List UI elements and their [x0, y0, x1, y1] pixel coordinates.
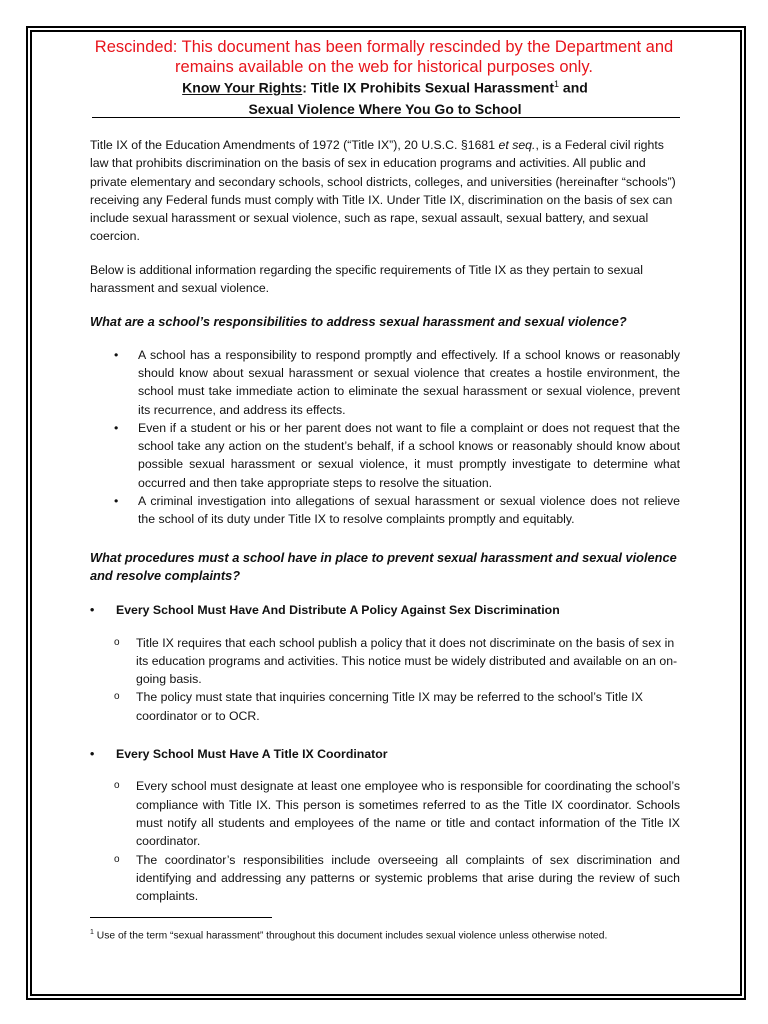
footnote-divider — [90, 917, 272, 918]
footnote — [90, 926, 690, 943]
footnote-text: Use of the term “sexual harassment” throughout this document includes sexual violence unless otherwise noted. — [93, 930, 608, 942]
title-line-2: Sexual Violence Where You Go to School — [248, 100, 522, 117]
rescinded-banner-line-2: remains available on the web for historical purposes only. — [175, 58, 593, 76]
question-procedures: What procedures must a school have in place to prevent sexual harassment and sexual violence and resolve complaints? — [90, 549, 677, 583]
rescinded-banner — [40, 37, 728, 77]
title-know-your-rights: Know Your Rights — [182, 79, 303, 96]
question-responsibilities: What are a school’s responsibilities to address sexual harassment and sexual violence? — [90, 314, 627, 330]
coordinator-heading: • Every School Must Have A Title IX Coordinator — [90, 745, 680, 763]
title-line-1-end: and — [559, 79, 588, 96]
coordinator-list — [90, 777, 680, 905]
policy-heading: • Every School Must Have And Distribute A Policy Against Sex Discrimination — [90, 601, 680, 619]
document-title — [90, 74, 680, 120]
list-item: o Title IX requires that each school publish a policy that it does not discriminate on the basis of sex in its education programs and activities. This notice must be widely distributed and available on an on-going basis. — [136, 634, 680, 689]
title-line-1 — [90, 74, 680, 99]
list-item: • Even if a student or his or her parent does not want to file a complaint or does not request that the school take any action on the student’s behalf, if a school knows or reasonably should know about possible sexual harassment or sexual violence, it must promptly investigate to determine what occurred and then take appropriate steps to resolve the situation. — [138, 419, 680, 492]
list-item: o The coordinator’s responsibilities include overseeing all complaints of sex discrimination and identifying and addressing any patterns or systemic problems that arise during the review of such complaints. — [136, 851, 680, 906]
list-item: o The policy must state that inquiries concerning Title IX may be referred to the school’s Title IX coordinator or to OCR. — [136, 688, 680, 725]
intro-p1-et-seq: et seq. — [498, 138, 536, 152]
title-divider — [92, 117, 680, 118]
intro-p1-c: , is a Federal civil rights law that prohibits discrimination on the basis of sex in education programs and activities. All public and private elementary and secondary schools, school districts, colleges, and universities (hereinafter “schools”) receiving any Federal funds must comply with Title IX. Under Title IX, discrimination on the basis of sex can include sexual harassment or sexual violence, such as rape, sexual assault, sexual battery, and sexual coercion. — [90, 138, 676, 244]
list-item: o Every school must designate at least one employee who is responsible for coordinating the school’s compliance with Title IX. This person is sometimes referred to as the Title IX coordinator. Schools must notify all students and employees of the name or title and contact information of the Title IX coordinator. — [136, 777, 680, 850]
policy-list — [90, 634, 680, 725]
footnote-mark: 1 — [90, 929, 94, 936]
responsibilities-list — [90, 346, 680, 529]
list-item: • A school has a responsibility to respond promptly and effectively. If a school knows or reasonably should know about sexual harassment or sexual violence that creates a hostile environment, the school must take immediate action to eliminate the sexual harassment or sexual violence, prevent its recurrence, and address its effects. — [138, 346, 680, 419]
title-line-1-text: : Title IX Prohibits Sexual Harassment — [302, 79, 555, 96]
rescinded-banner-line-1: Rescinded: This document has been formally rescinded by the Department and — [94, 38, 674, 56]
intro-paragraph-2: Below is additional information regarding the specific requirements of Title IX as they pertain to sexual harassment and sexual violence. — [90, 262, 643, 296]
intro-p1-a: Title IX of the Education Amendments of 1972 (“Title IX”), 20 U.S.C. §1681 — [90, 138, 499, 152]
document-body — [90, 136, 680, 905]
title-footnote-mark: 1 — [554, 79, 560, 89]
intro-paragraph-1 — [90, 136, 680, 246]
list-item: • A criminal investigation into allegations of sexual harassment or sexual violence does not relieve the school of its duty under Title IX to resolve complaints promptly and equitably. — [138, 492, 680, 529]
